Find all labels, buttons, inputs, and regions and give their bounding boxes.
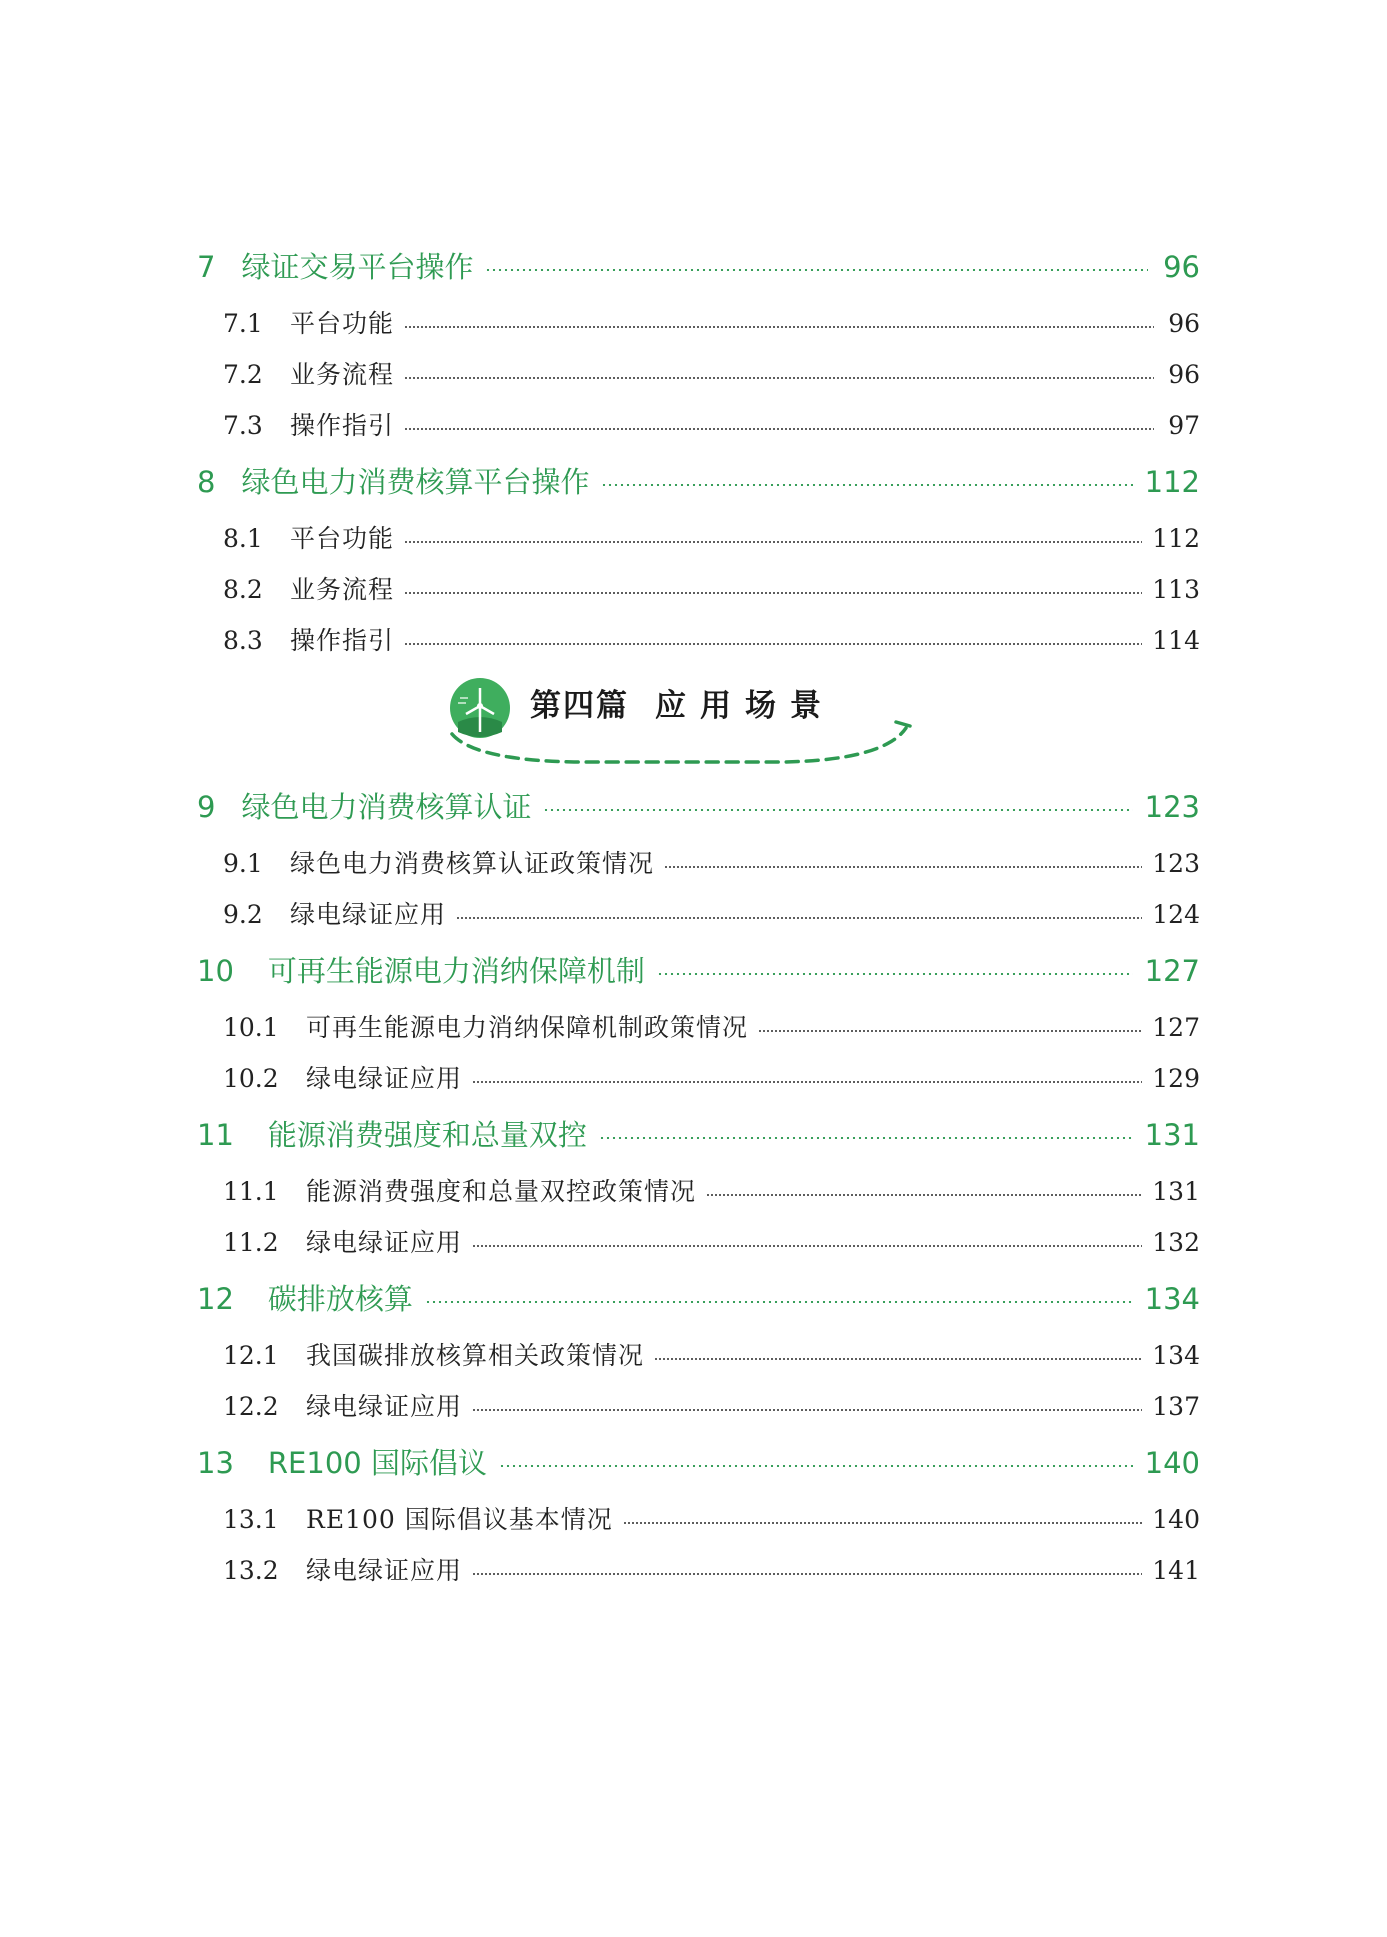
page-number: 127 [1152, 1013, 1200, 1042]
dashed-underline [444, 716, 914, 766]
page-number: 112 [1152, 524, 1200, 553]
dot-leader [664, 866, 1142, 868]
toc-section-9-1[interactable] [197, 838, 1200, 889]
section-title: 绿色电力消费核算认证政策情况 [290, 849, 655, 878]
dot-leader [623, 1522, 1143, 1524]
toc-chapter-10[interactable] [197, 940, 1200, 1002]
toc-section-10-2[interactable] [197, 1053, 1200, 1104]
chapter-number: 8 [197, 465, 216, 499]
toc-section-11-1[interactable] [197, 1166, 1200, 1217]
section-title: 绿电绿证应用 [306, 1392, 463, 1421]
dot-leader [706, 1194, 1142, 1196]
section-title: 平台功能 [290, 309, 395, 338]
section-title: 绿电绿证应用 [306, 1228, 463, 1257]
section-number: 13.2 [223, 1556, 279, 1585]
chapter-title: RE100 国际倡议 [267, 1446, 487, 1480]
chapter-number: 12 [197, 1282, 234, 1316]
page-number: 132 [1152, 1228, 1200, 1257]
section-number: 10.1 [223, 1013, 279, 1042]
chapter-title: 绿证交易平台操作 [241, 250, 474, 284]
section-title: 操作指引 [290, 411, 395, 440]
toc-section-10-1[interactable] [197, 1002, 1200, 1053]
section-number: 8.3 [223, 626, 263, 655]
section-number: 11.2 [223, 1228, 279, 1257]
dot-leader [543, 809, 1132, 811]
page-number: 131 [1144, 1118, 1200, 1152]
section-number: 12.1 [223, 1341, 279, 1370]
dot-leader [485, 269, 1148, 271]
dot-leader [404, 326, 1154, 328]
toc-chapter-7[interactable] [197, 236, 1200, 298]
toc-section-13-1[interactable] [197, 1494, 1200, 1545]
section-title: 我国碳排放核算相关政策情况 [306, 1341, 645, 1370]
page-number: 112 [1144, 465, 1200, 499]
section-number: 7.3 [223, 411, 263, 440]
dot-leader [425, 1301, 1133, 1303]
toc-section-11-2[interactable] [197, 1217, 1200, 1268]
section-number: 13.1 [223, 1505, 279, 1534]
page-number: 96 [1168, 309, 1200, 338]
dot-leader [599, 1137, 1133, 1139]
chapter-number: 13 [197, 1446, 234, 1480]
toc-section-12-2[interactable] [197, 1381, 1200, 1432]
dot-leader [404, 643, 1142, 645]
part-label: 第四篇 [530, 688, 629, 724]
chapter-title: 碳排放核算 [267, 1282, 413, 1316]
section-title: 操作指引 [290, 626, 395, 655]
section-title: 业务流程 [290, 360, 395, 389]
toc-chapter-9[interactable] [197, 776, 1200, 838]
part-four-banner [197, 666, 1200, 776]
section-number: 9.2 [223, 900, 263, 929]
page-number: 127 [1144, 954, 1200, 988]
chapter-title: 绿色电力消费核算认证 [241, 790, 532, 824]
dot-leader [654, 1358, 1142, 1360]
page-number: 113 [1152, 575, 1200, 604]
part-subtitle: 应用场景 [655, 688, 835, 724]
page-number: 124 [1152, 900, 1200, 929]
dot-leader [472, 1409, 1142, 1411]
section-number: 7.2 [223, 360, 263, 389]
toc-section-8-2[interactable] [197, 564, 1200, 615]
section-number: 8.2 [223, 575, 263, 604]
page-number: 96 [1163, 250, 1200, 284]
dot-leader [472, 1245, 1142, 1247]
dot-leader [404, 541, 1142, 543]
section-number: 7.1 [223, 309, 263, 338]
page-number: 140 [1144, 1446, 1200, 1480]
page-number: 114 [1152, 626, 1200, 655]
section-title: 可再生能源电力消纳保障机制政策情况 [306, 1013, 749, 1042]
page-number: 131 [1152, 1177, 1200, 1206]
section-number: 11.1 [223, 1177, 279, 1206]
chapter-number: 11 [197, 1118, 234, 1152]
chapter-number: 7 [197, 250, 216, 284]
page-number: 134 [1152, 1341, 1200, 1370]
dot-leader [456, 917, 1142, 919]
dot-leader [472, 1081, 1142, 1083]
dot-leader [758, 1030, 1142, 1032]
table-of-contents [197, 236, 1200, 1596]
toc-section-12-1[interactable] [197, 1330, 1200, 1381]
page-number: 134 [1144, 1282, 1200, 1316]
section-title: RE100 国际倡议基本情况 [306, 1505, 613, 1534]
chapter-title: 能源消费强度和总量双控 [267, 1118, 587, 1152]
section-number: 9.1 [223, 849, 263, 878]
toc-section-8-3[interactable] [197, 615, 1200, 666]
page-number: 123 [1144, 790, 1200, 824]
toc-section-7-3[interactable] [197, 400, 1200, 451]
toc-section-7-2[interactable] [197, 349, 1200, 400]
dot-leader [404, 428, 1154, 430]
chapter-title: 可再生能源电力消纳保障机制 [267, 954, 645, 988]
page-number: 137 [1152, 1392, 1200, 1421]
section-title: 业务流程 [290, 575, 395, 604]
dot-leader [499, 1465, 1133, 1467]
section-title: 绿电绿证应用 [306, 1064, 463, 1093]
page-number: 129 [1152, 1064, 1200, 1093]
toc-chapter-13[interactable] [197, 1432, 1200, 1494]
dot-leader [472, 1573, 1142, 1575]
dot-leader [404, 377, 1154, 379]
chapter-title: 绿色电力消费核算平台操作 [241, 465, 590, 499]
toc-section-8-1[interactable] [197, 513, 1200, 564]
page-number: 96 [1168, 360, 1200, 389]
section-title: 能源消费强度和总量双控政策情况 [306, 1177, 697, 1206]
section-number: 8.1 [223, 524, 263, 553]
chapter-number: 9 [197, 790, 216, 824]
toc-chapter-8[interactable] [197, 451, 1200, 513]
toc-chapter-12[interactable] [197, 1268, 1200, 1330]
toc-section-13-2[interactable] [197, 1545, 1200, 1596]
section-number: 10.2 [223, 1064, 279, 1093]
toc-chapter-11[interactable] [197, 1104, 1200, 1166]
dot-leader [404, 592, 1142, 594]
page-number: 97 [1168, 411, 1200, 440]
section-title: 绿电绿证应用 [290, 900, 447, 929]
dot-leader [657, 973, 1133, 975]
page-number: 123 [1152, 849, 1200, 878]
section-title: 绿电绿证应用 [306, 1556, 463, 1585]
page-number: 140 [1152, 1505, 1200, 1534]
chapter-number: 10 [197, 954, 234, 988]
page-number: 141 [1152, 1556, 1200, 1585]
toc-section-7-1[interactable] [197, 298, 1200, 349]
dot-leader [601, 484, 1132, 486]
section-title: 平台功能 [290, 524, 395, 553]
toc-section-9-2[interactable] [197, 889, 1200, 940]
section-number: 12.2 [223, 1392, 279, 1421]
